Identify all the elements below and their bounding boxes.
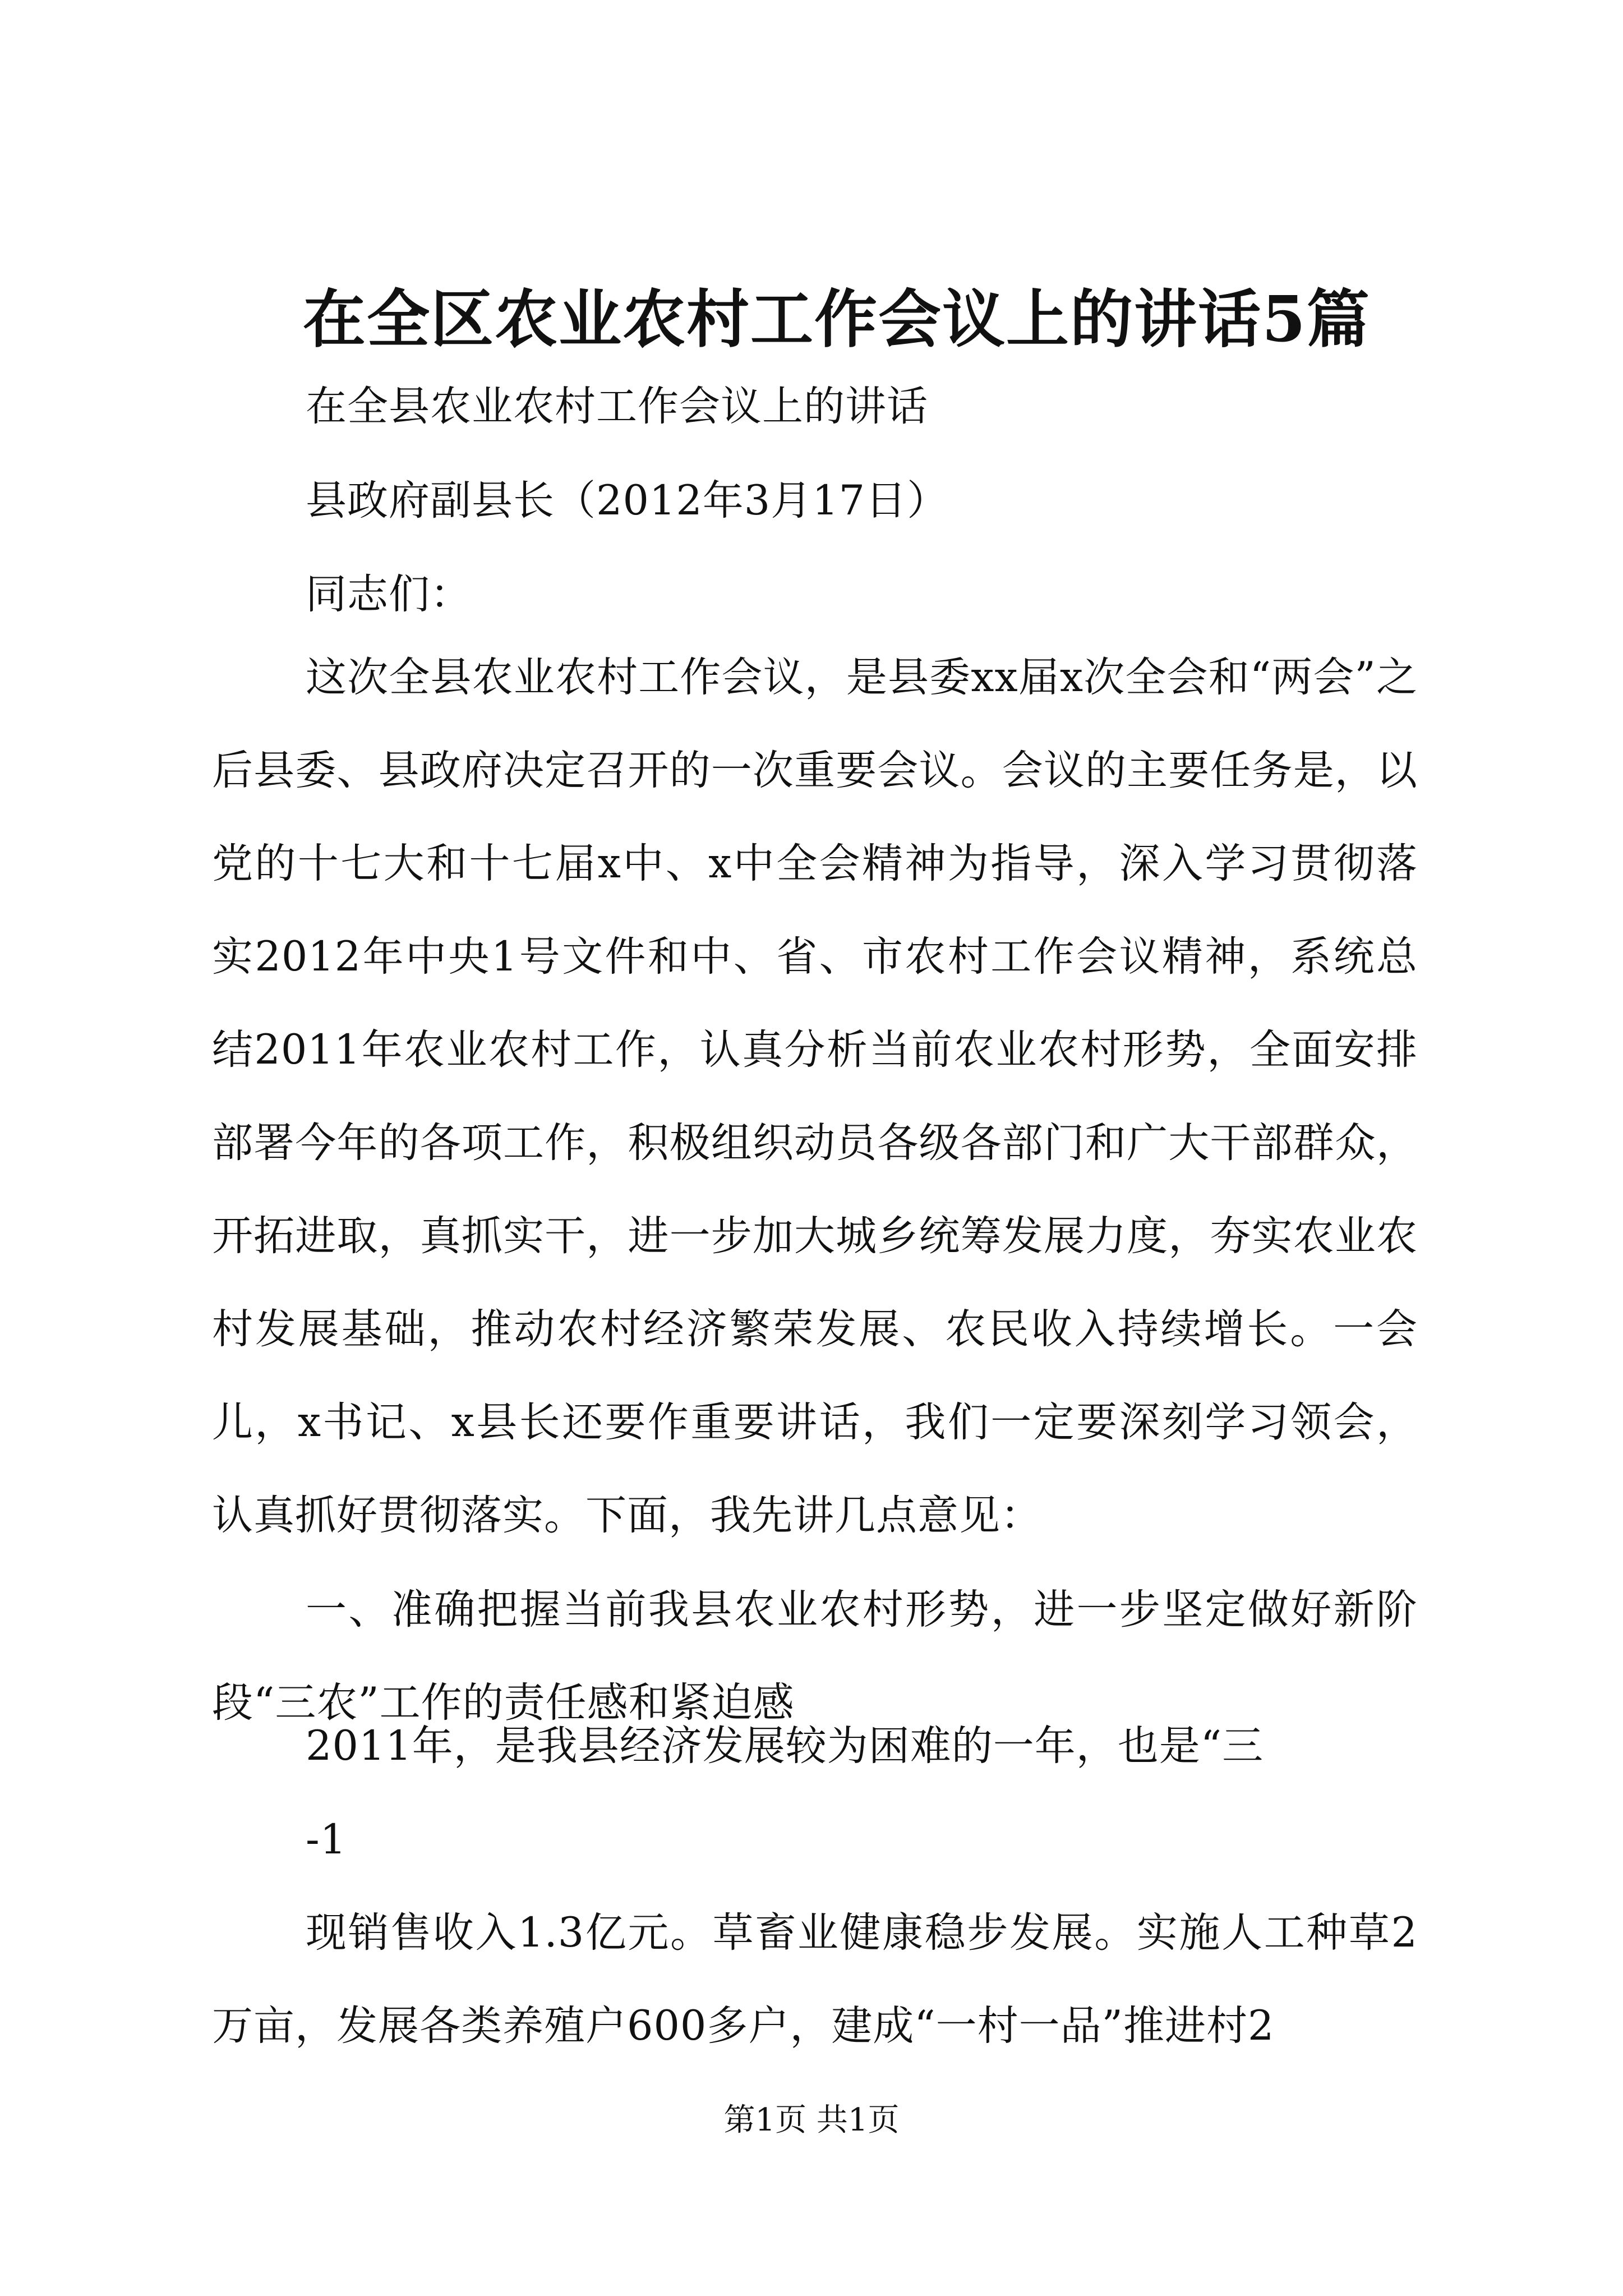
paragraph-sales: 现销售收入1.3亿元。草畜业健康稳步发展。实施人工种草2万亩，发展各类养殖户600多户，建成“一村一品”推进村2 <box>212 1909 1418 2050</box>
speech-title: 在全县农业农村工作会议上的讲话 <box>306 383 928 430</box>
document-title: 在全区农业农村工作会议上的讲话5篇 <box>303 283 1371 356</box>
paragraph-intro: 这次全县农业农村工作会议，是县委xx届x次全会和“两会”之后县委、县政府决定召开的一次重要会议。会议的主要任务是，以党的十七大和十七届x中、x中全会精神为指导，深入学习贯彻落实2012年中央1号文件和中、省、市农村工作会议精神，系统总结2011年农业农村工作，认真分析当前农业农村形势，全面安排部署今年的各项工作，积极组织动员各级各部门和广大干部群众，开拓进取，真抓实干，进一步加大城乡统筹发展力度，夯实农业农村发展基础，推动农村经济繁荣发展、农民收入持续增长。一会儿，x书记、x县长还要作重要讲话，我们一定要深刻学习领会，认真抓好贯彻落实。下面，我先讲几点意见： <box>212 654 1418 1539</box>
section-heading: 一、准确把握当前我县农业农村形势，进一步坚定做好新阶段“三农”工作的责任感和紧迫感 <box>212 1586 1418 1727</box>
paragraph-2011: 2011年，是我县经济发展较为困难的一年，也是“三 <box>306 1722 1264 1770</box>
speaker-line: 县政府副县长（2012年3月17日） <box>306 477 949 524</box>
page-footer: 第1页 共1页 <box>723 2102 900 2138</box>
page-marker: -1 <box>306 1816 347 1864</box>
greeting: 同志们： <box>306 570 472 618</box>
